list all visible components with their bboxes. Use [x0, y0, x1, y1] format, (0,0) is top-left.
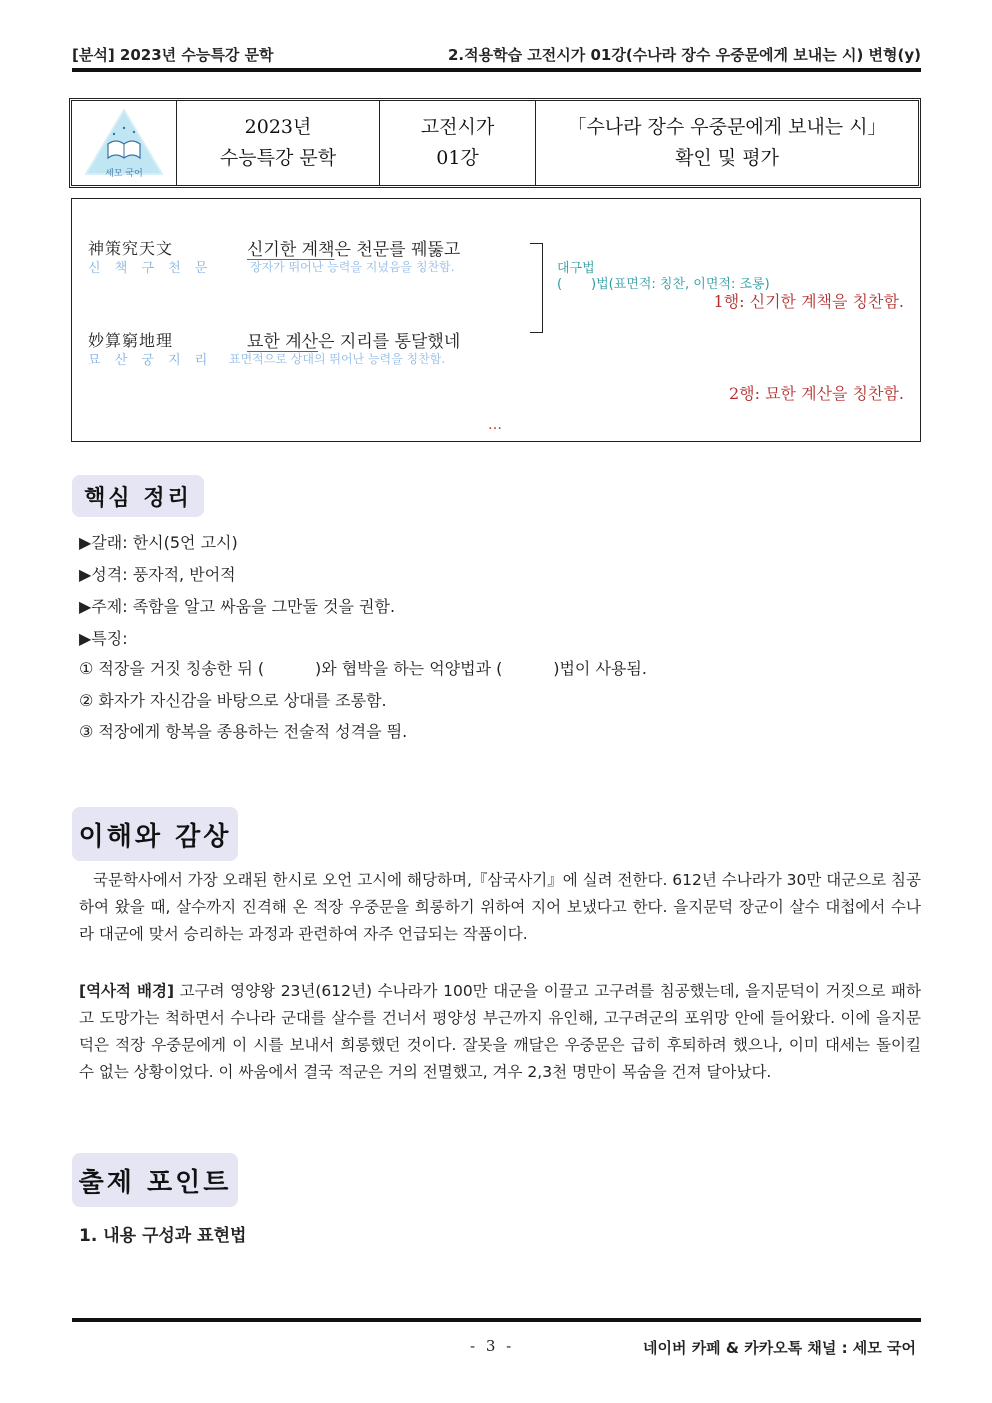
- title-col1: [177, 101, 380, 185]
- logo-cell: [72, 101, 177, 185]
- title-col3: [536, 101, 918, 185]
- poem-box: [71, 198, 921, 442]
- poem-line1-reading: 신 책 구 천 문: [88, 261, 213, 276]
- history-text: 고구려 영양왕 23년(612년) 수나라가 100만 대군을 이끌고 고구려를 침공했는데, 을지문덕이 거짓으로 패하고 도망가는 척하면서 수나라 군대를 살수를 건너서 평양성 부근까지 유인해, 고구려군의 포위망 안에 들어왔다. 이에 을지문덕은 적장 우중문에게 이 시를 보내서 희롱했던 것이다. 잘못을 깨달은 우중문은 급히 후퇴하려 했으나, 이미 대세는 돌이킬 수 없는 상황이었다. 이 싸움에서 결국 적군은 거의 전멸했고, 겨우 2,3천 명만이 목숨을 건져 달아났다.: [79, 982, 921, 1081]
- history-paragraph: [79, 978, 921, 1086]
- title-genre: 고전시가: [420, 116, 495, 138]
- title-book: 수능특강 문학: [219, 147, 337, 169]
- summary-item: ▶성격: 풍자적, 반어적: [79, 565, 236, 584]
- poem-line1-keyword: 신기한 계책: [247, 240, 335, 260]
- poem-bracket: [530, 243, 543, 333]
- device-note: ( )법(표면적: 칭찬, 이면적: 조롱): [557, 277, 770, 292]
- poem-line2-hanja: 妙算窮地理: [88, 331, 174, 350]
- row1-summary: 1행: 신기한 계책을 칭찬함.: [713, 292, 904, 311]
- summary-item: ① 적장을 거짓 칭송한 뒤 ( )와 협박을 하는 억양법과 ( )법이 사용됨.: [79, 659, 647, 678]
- poem-line2-rest: 은 지리를 통달했네: [318, 332, 461, 352]
- poem-line1-hanja: 神策究天文: [88, 239, 174, 258]
- history-label: [역사적 배경]: [79, 982, 175, 1000]
- poem-line1-rest: 은 천문를 꿰뚫고: [334, 240, 461, 260]
- summary-item: ② 화자가 자신감을 바탕으로 상대를 조롱함.: [79, 691, 387, 710]
- header-rule: [72, 68, 921, 72]
- header-right: 2.적용학습 고전시가 01강(수나라 장수 우중문에게 보내는 시) 변형(y): [447, 46, 921, 64]
- logo-text: 세모 국어: [105, 169, 143, 179]
- section-appreciation: 이해와 감상: [72, 807, 238, 861]
- title-work: 「수나라 장수 우중문에게 보내는 시」: [567, 116, 887, 138]
- poem-line2-reading: 묘 산 궁 지 리: [88, 353, 213, 368]
- summary-item: ▶갈래: 한시(5언 고시): [79, 533, 238, 552]
- poem-line1-note: 장자가 뛰어난 능력을 지녔음을 칭찬함.: [250, 260, 455, 274]
- summary-item: ③ 적장에게 항복을 종용하는 전술적 성격을 띔.: [79, 722, 408, 741]
- book-logo-icon: [84, 108, 164, 178]
- section-exam-points: 출제 포인트: [72, 1153, 238, 1207]
- poem-line2-korean: [247, 327, 460, 352]
- footer-channel: 네이버 카페 & 카카오톡 채널 : 세모 국어: [643, 1339, 916, 1357]
- poem-line2-keyword: 묘한 계산: [247, 332, 319, 352]
- exam-point-heading: 1. 내용 구성과 표현법: [79, 1226, 247, 1246]
- summary-item: ▶특징:: [79, 629, 128, 648]
- summary-item: ▶주제: 족함을 알고 싸움을 그만둘 것을 권함.: [79, 597, 396, 616]
- section-key-summary: 핵심 정리: [72, 475, 204, 517]
- footer-rule: [72, 1318, 921, 1322]
- page-number: - 3 -: [470, 1337, 515, 1355]
- title-table: [69, 98, 921, 188]
- poem-line2-note: 표면적으로 상대의 뛰어난 능력을 칭찬함.: [229, 352, 446, 366]
- title-year: 2023년: [244, 116, 312, 138]
- title-lesson: 01강: [436, 147, 479, 169]
- poem-line1-korean: [247, 235, 460, 260]
- title-col2: [380, 101, 536, 185]
- device-label: 대구법: [557, 261, 595, 276]
- poem-ellipsis: …: [488, 417, 502, 433]
- header-left: [분석] 2023년 수능특강 문학: [72, 46, 274, 64]
- appreciation-paragraph: 국문학사에서 가장 오래된 한시로 오언 고시에 해당하며,『삼국사기』에 실려 전한다. 612년 수나라가 30만 대군으로 침공하여 왔을 때, 살수까지 진격해 온 적장 우중문을 희롱하기 위하여 지어 보냈다고 한다. 을지문덕 장군이 살수 대첩에서 수나라 대군에 맞서 승리하는 과정과 관련하여 자주 언급되는 작품이다.: [79, 871, 922, 943]
- title-subtitle: 확인 및 평가: [675, 147, 779, 169]
- row2-summary: 2행: 묘한 계산을 칭찬함.: [728, 384, 904, 403]
